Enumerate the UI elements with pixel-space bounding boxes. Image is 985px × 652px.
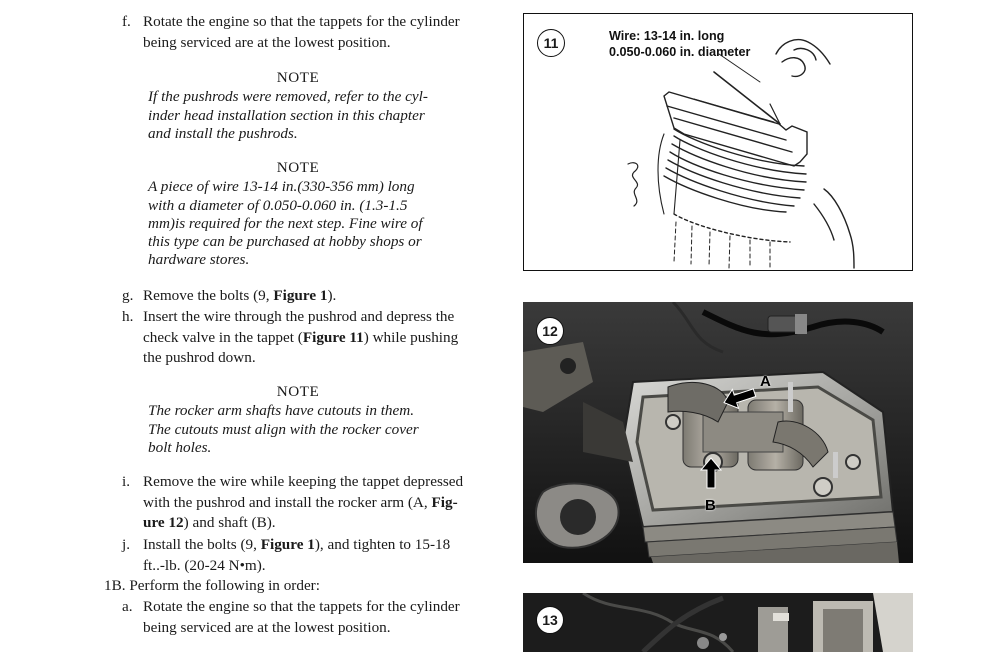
step-j-line-2: ft..-lb. (20-24 N•m). <box>143 556 266 574</box>
figure-12 <box>523 302 913 563</box>
step-h-line-2-end: ) while pushing <box>363 328 459 346</box>
step-a-line-2: being serviced are at the lowest position. <box>143 618 391 636</box>
note-1-line-2: inder head installation section in this chapter <box>148 106 425 124</box>
step-i-line-3: ) and shaft (B). <box>183 514 276 531</box>
figure-11-caption <box>609 28 750 60</box>
step-j-line-1-end: ), and tighten to 15-18 <box>314 536 451 553</box>
note-2 <box>148 159 448 270</box>
step-1b-text: 1B. Perform the following in order: <box>104 577 320 594</box>
note-2-line-5: hardware stores. <box>148 251 250 269</box>
note-3-line-3: bolt holes. <box>148 438 212 456</box>
note-1-line-3: and install the pushrods. <box>148 124 298 142</box>
figure-number-badge: 11 <box>537 29 565 57</box>
step-g <box>122 286 502 307</box>
callout-label-a: A <box>760 373 771 390</box>
step-i-line-1: Remove the wire while keeping the tappet depressed <box>143 473 464 490</box>
note-3-line-1: The rocker arm shafts have cutouts in them. <box>148 402 415 420</box>
callout-label-b: B <box>705 497 716 514</box>
step-a-line-1: Rotate the engine so that the tappets for the cylinder <box>143 598 460 615</box>
figure-ref: Figure 1 <box>273 287 328 304</box>
figure-number-badge: 12 <box>536 317 564 345</box>
figure-ref: Figure 1 <box>260 536 315 553</box>
step-g-text: Remove the bolts (9, <box>143 287 274 304</box>
note-3-line-2: The cutouts must align with the rocker cover <box>148 420 419 438</box>
step-label: j. <box>122 536 131 553</box>
note-3 <box>148 383 448 457</box>
figure-ref-cont: ure 12 <box>143 514 184 531</box>
figure-13 <box>523 593 913 652</box>
figure-ref: Fig- <box>431 493 458 511</box>
cylinder-head-photo <box>523 302 913 563</box>
step-1b <box>104 576 504 597</box>
step-j <box>122 535 502 576</box>
step-a <box>122 597 502 638</box>
step-f-line-1: Rotate the engine so that the tappets for the cylinder <box>143 13 460 30</box>
figure-ref: Figure 11 <box>302 328 364 346</box>
step-g-text-end: ). <box>327 287 337 304</box>
step-label: f. <box>122 13 131 30</box>
step-label: a. <box>122 598 133 615</box>
step-h-line-3: the pushrod down. <box>143 349 256 366</box>
step-h-line-1: Insert the wire through the pushrod and depress the <box>143 308 455 325</box>
note-2-line-1: A piece of wire 13-14 in.(330-356 mm) long <box>148 178 415 196</box>
step-h-line-2: check valve in the tappet ( <box>143 328 303 346</box>
step-i-line-2: with the pushrod and install the rocker arm (A, <box>143 493 432 511</box>
step-h <box>122 307 502 369</box>
note-2-line-4: this type can be purchased at hobby shops or <box>148 233 422 251</box>
note-header: NOTE <box>276 383 320 400</box>
step-f <box>122 12 502 53</box>
step-label: i. <box>122 473 131 490</box>
figure-11 <box>523 13 913 271</box>
note-2-line-3: mm)is required for the next step. Fine wire of <box>148 214 423 232</box>
note-header: NOTE <box>276 69 320 86</box>
note-1-line-1: If the pushrods were removed, refer to the cyl- <box>148 88 428 106</box>
step-f-line-2: being serviced are at the lowest position. <box>143 33 391 51</box>
note-1 <box>148 69 448 143</box>
step-label: h. <box>122 308 134 325</box>
step-label: g. <box>122 287 134 304</box>
caption-line-1: Wire: 13-14 in. long <box>609 29 725 43</box>
note-2-line-2: with a diameter of 0.050-0.060 in. (1.3-1.5 <box>148 196 408 214</box>
step-i <box>122 472 502 534</box>
step-j-line-1: Install the bolts (9, <box>143 536 261 553</box>
figure-number-badge: 13 <box>536 606 564 634</box>
note-header: NOTE <box>276 159 320 176</box>
figure-13-photo <box>523 593 913 652</box>
caption-line-2: 0.050-0.060 in. diameter <box>609 45 751 59</box>
